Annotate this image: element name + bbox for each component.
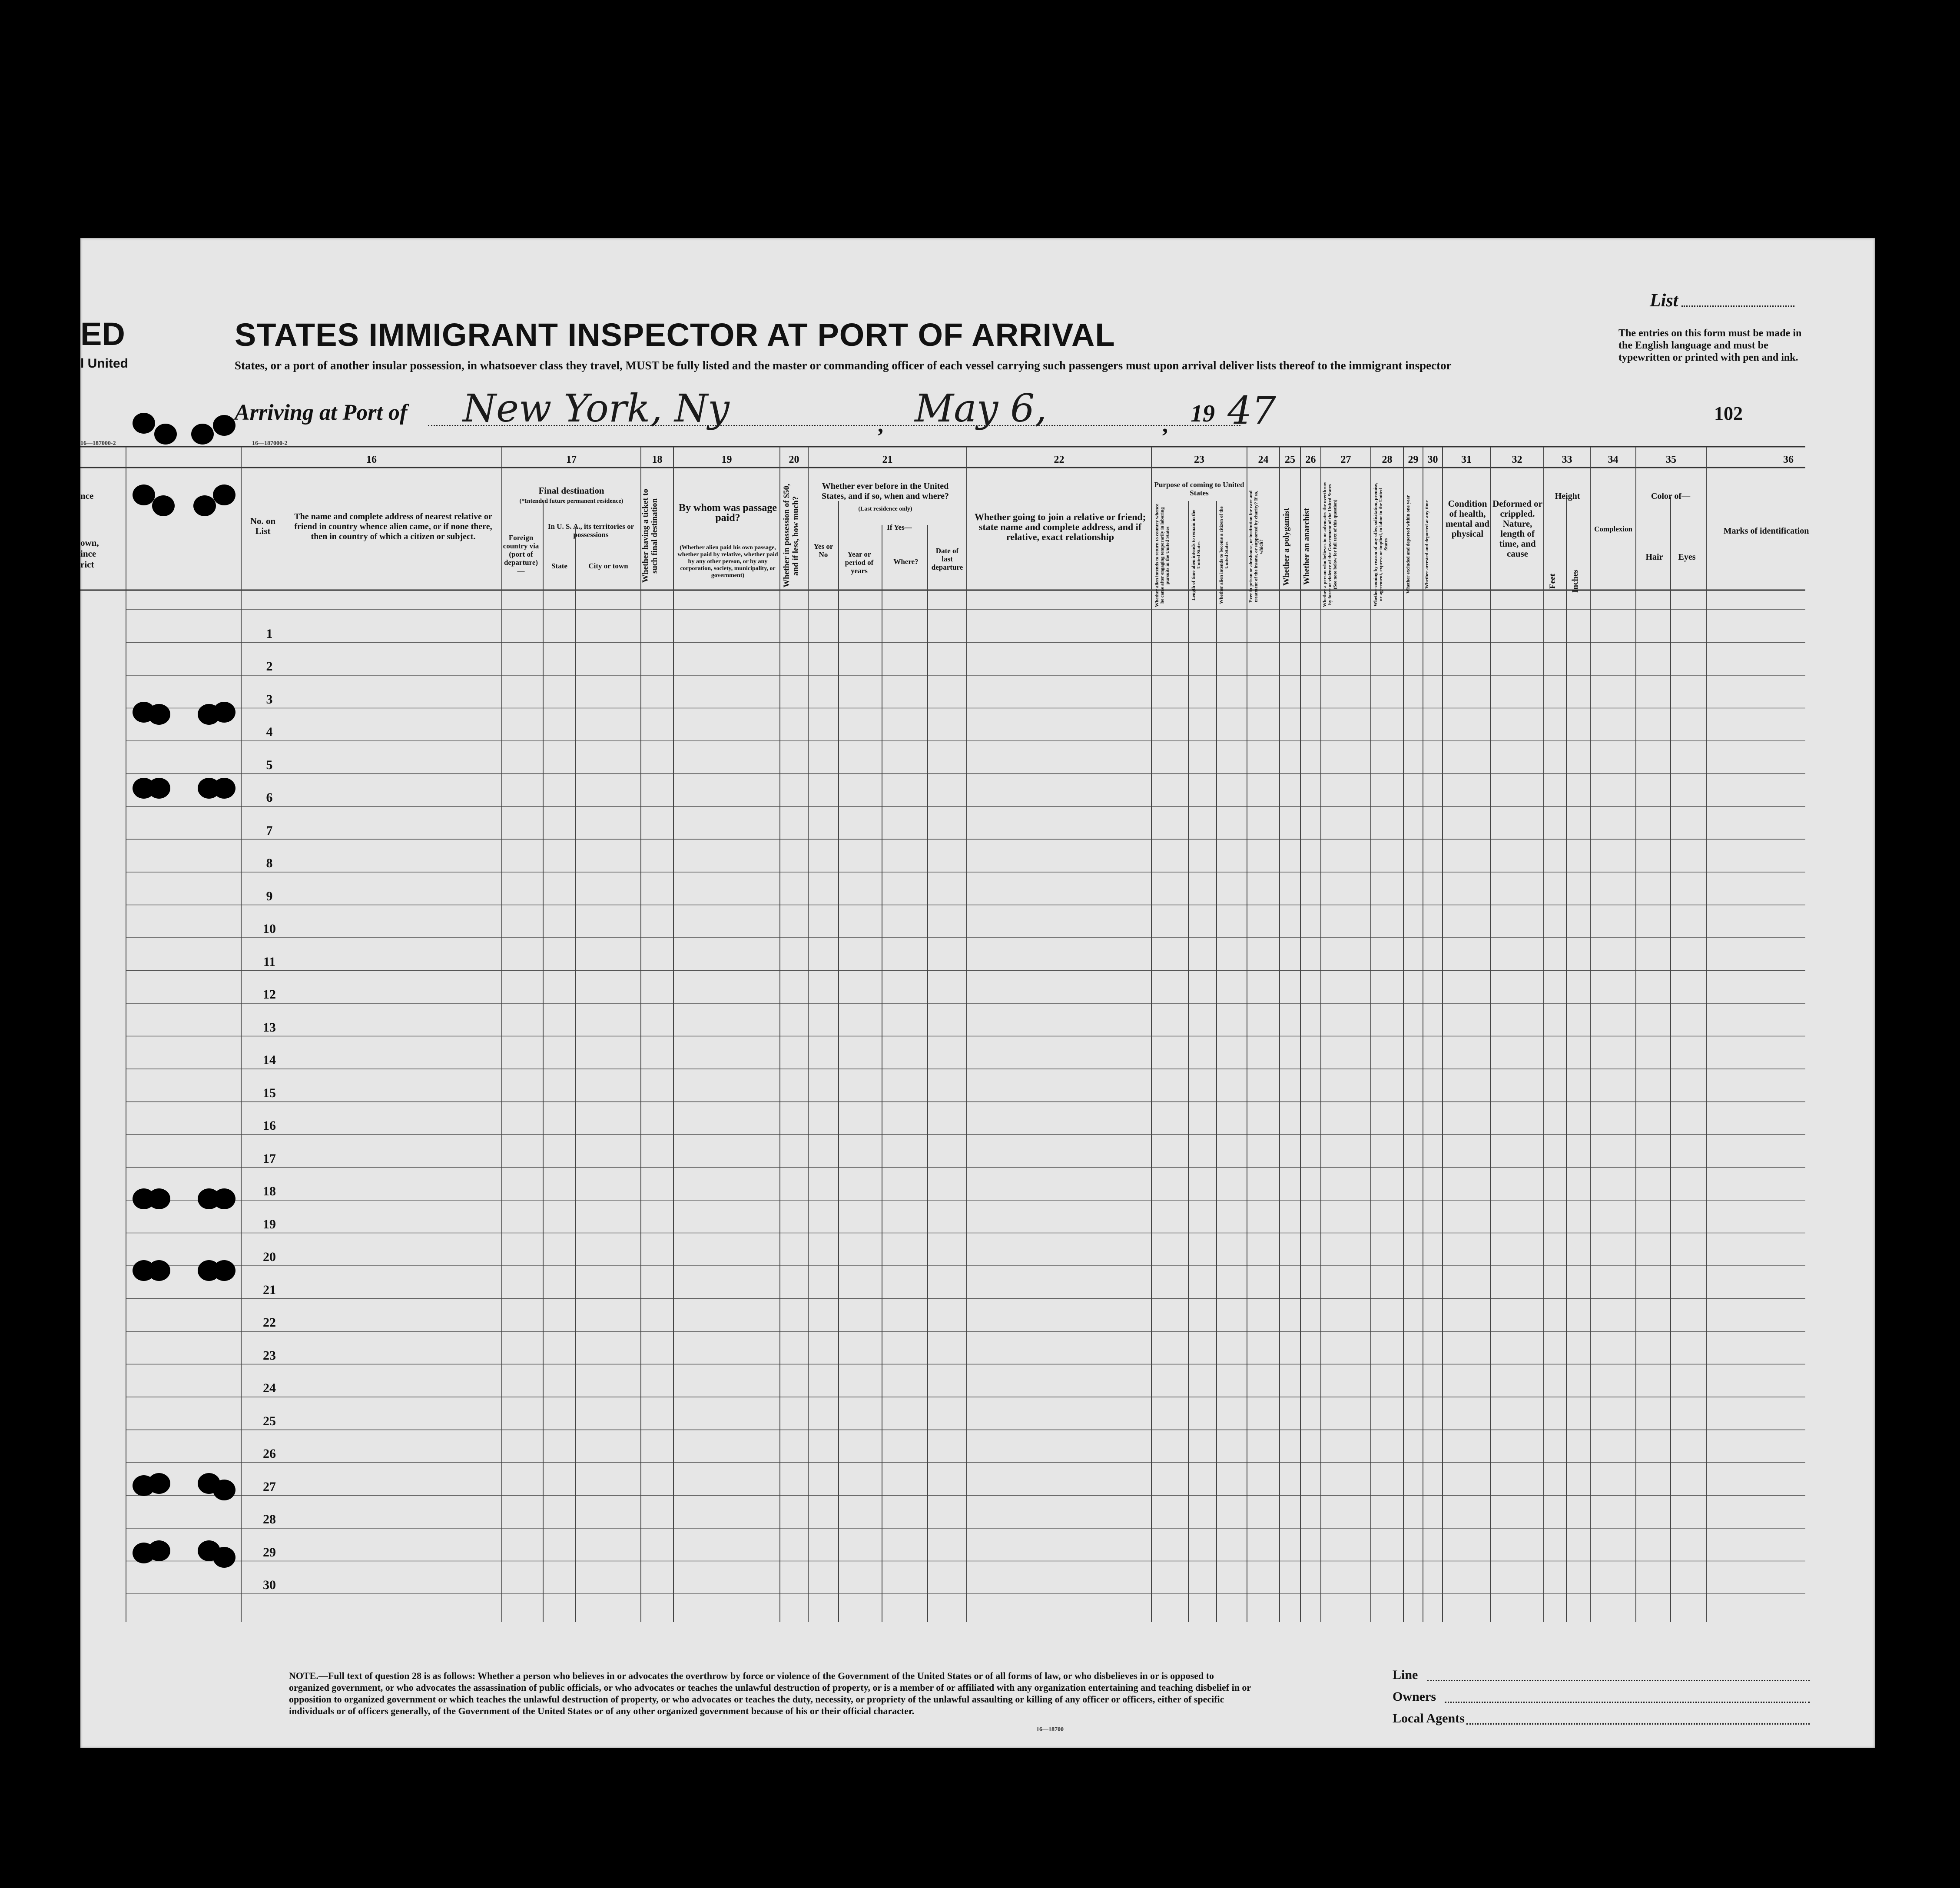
row-number: 24 <box>263 1381 276 1395</box>
col18-subheader: (*Intended future permanent residence) <box>519 498 623 504</box>
form-subtitle: States, or a port of another insular possession, in whatsoever class they travel, MUST be fully listed and the master or commanding officer of each vessel carrying such passengers must upon arrival deliver lists thereof to the immigrant inspector <box>235 359 1452 372</box>
arriving-label: Arriving at Port of <box>235 400 408 425</box>
punch-hole <box>213 1188 235 1209</box>
col24-header: Purpose of coming to United States <box>1154 481 1244 497</box>
col31-header: Whether arrested and deported at any time <box>1424 500 1429 589</box>
row-number: 12 <box>263 987 276 1002</box>
row-number: 21 <box>263 1282 276 1297</box>
col30-header: Whether excluded and deported within one year <box>1406 495 1411 594</box>
left-fragment-rict: rict <box>80 559 94 570</box>
question-28-note: NOTE.—Full text of question 28 is as follows: Whether a person who believes in or advocates the overthrow by force or violence of the Government of the United States or of all forms of law, or who disbelieves in or is opposed to organized government, or who advocates the assassination of public officials, or who advocates or teaches the unlawful destruction of property, or is a member of or affiliated with any organization entertaining and teaching disbelief in or opposition to organized government or which teaches the unlawful destruction of property, or who advocates or teaches the duty, necessity, or propriety of the unlawful assaulting or killing of any officer or officers, either of specific individuals or of officers generally, of the Government of the United States or of any other organized government because of his or their official character. <box>289 1670 1251 1716</box>
punch-hole <box>213 778 235 799</box>
column-number: 35 <box>1666 454 1676 465</box>
punch-hole <box>213 1547 235 1568</box>
col34-feet: Feet <box>1548 574 1557 589</box>
row-number: 30 <box>263 1578 276 1592</box>
row-number: 15 <box>263 1085 276 1100</box>
column-number: 28 <box>1382 454 1393 465</box>
row-number: 2 <box>266 659 273 674</box>
row-number: 13 <box>263 1020 276 1035</box>
row-number: 10 <box>263 922 276 936</box>
row-lines <box>126 610 1805 1594</box>
left-fragment-ince: ince <box>80 548 96 559</box>
col22-period: Year or period of years <box>845 550 874 575</box>
col17-header: The name and complete address of nearest relative or friend in country whence alien came, or if none there, then in country of which a citizen or subject. <box>294 512 492 541</box>
row-number: 1 <box>266 626 273 641</box>
left-fragment-subtitle: l United <box>80 356 128 371</box>
left-fragment-title: ED <box>80 316 125 352</box>
col24-part-a: Whether alien intends to return to country whence he came after engaging temporarily in laboring pursuits in the United States <box>1154 504 1170 607</box>
col28-header: Whether a person who believes in or advocates the overthrow by force or violence of the Government of the United States (See note below for full text of this question) <box>1322 481 1338 607</box>
row-number: 29 <box>263 1545 276 1560</box>
col36-eyes: Eyes <box>1678 552 1696 562</box>
row-number: 9 <box>266 889 273 903</box>
punch-hole <box>193 495 216 516</box>
col27-header: Whether an anarchist <box>1302 508 1311 585</box>
col35-header: Complexion <box>1594 525 1632 533</box>
handwritten-year: 47 <box>1227 388 1276 433</box>
form-code-bottom: 16—18700 <box>1036 1726 1064 1733</box>
row-number: 8 <box>266 856 273 870</box>
row-number: 25 <box>263 1414 276 1428</box>
punch-hole <box>213 1260 235 1281</box>
punch-hole <box>213 415 235 436</box>
row-number: 22 <box>263 1315 276 1330</box>
col22-last-departure: Date of last departure <box>931 547 963 571</box>
col22-header: Whether ever before in the United States, and if so, when and where? <box>822 481 949 501</box>
col22-ifyes: If Yes— <box>887 523 912 531</box>
manifest-grid <box>80 436 1805 1622</box>
col32-header: Condition of health, mental and physical <box>1446 498 1489 539</box>
punch-hole <box>133 484 155 505</box>
col33-header: Deformed or crippled. Nature, length of time, and cause <box>1492 498 1542 559</box>
handwritten-date: May 6, <box>915 386 1047 431</box>
list-label: List <box>1650 291 1678 311</box>
row-number: 19 <box>263 1217 276 1231</box>
year-prefix: 19 <box>1191 400 1215 427</box>
punch-hole <box>152 495 175 516</box>
row-number: 3 <box>266 692 273 707</box>
row-number: 6 <box>266 790 273 805</box>
column-number: 31 <box>1461 454 1472 465</box>
column-number: 23 <box>1194 454 1204 465</box>
col34-inches: Inches <box>1571 570 1580 593</box>
col22-subheader: (Last residence only) <box>858 506 912 512</box>
footer-agents-label: Local Agents <box>1393 1711 1465 1725</box>
column-number: 25 <box>1285 454 1295 465</box>
col20-subheader: (Whether alien paid his own passage, whether paid by relative, whether paid by any other person, or by any corporation, society, municipality, or government) <box>677 544 778 579</box>
punch-hole <box>148 1540 170 1561</box>
punch-hole <box>148 778 170 799</box>
form-title: STATES IMMIGRANT INSPECTOR AT PORT OF ARRIVAL <box>235 317 1115 353</box>
column-number: 16 <box>366 454 377 465</box>
column-number: 24 <box>1258 454 1269 465</box>
col29-header: Whether coming by reason of any offer, solicitation, promise, or agreement, express or implied, to labor in the United States <box>1373 482 1389 607</box>
column-numbers <box>366 454 1794 465</box>
col23-header: Whether going to join a relative or friend; state name and complete address, and if relative, exact relationship <box>974 511 1146 542</box>
column-number: 17 <box>566 454 577 465</box>
punch-hole <box>213 484 235 505</box>
footer-line-field <box>1427 1680 1810 1681</box>
punch-hole <box>213 702 235 723</box>
column-number: 36 <box>1783 454 1794 465</box>
col22-where: Where? <box>893 557 919 566</box>
punch-hole <box>148 1473 170 1494</box>
row-number: 5 <box>266 757 273 772</box>
column-number: 27 <box>1340 454 1351 465</box>
col18-header: Final destination <box>538 485 604 496</box>
entries-instruction: The entries on this form must be made in the English language and must be typewritten or printed with pen and ink. <box>1618 328 1802 363</box>
punch-hole <box>148 704 170 725</box>
manifest-sheet <box>80 238 1875 1748</box>
col34-header: Height <box>1555 491 1580 501</box>
column-number: 34 <box>1608 454 1618 465</box>
row-number: 11 <box>263 954 276 969</box>
list-number-line <box>1681 305 1794 307</box>
comma-separator-2: , <box>1162 412 1168 437</box>
column-number: 32 <box>1512 454 1522 465</box>
comma-separator: , <box>878 412 883 437</box>
punch-hole <box>213 1480 235 1500</box>
col18-city: City or town <box>588 562 628 570</box>
col37-header: Marks of identification <box>1723 526 1809 536</box>
col24-part-b: Length of time alien intends to remain in the United States <box>1191 510 1201 601</box>
page-number: 102 <box>1714 403 1743 424</box>
row-number: 4 <box>266 725 273 739</box>
col22-yesno: Yes or No <box>813 542 833 559</box>
column-number: 26 <box>1305 454 1316 465</box>
row-number: 27 <box>263 1479 276 1494</box>
col16-header: No. on List <box>250 516 276 536</box>
row-number: 14 <box>263 1053 276 1067</box>
column-number: 30 <box>1427 454 1438 465</box>
footer-agents-field <box>1466 1723 1810 1725</box>
col24-part-c: Whether alien intends to become a citizen of the United States <box>1219 506 1229 604</box>
col18-usa: In U. S. A., its territories or possessions <box>547 522 634 539</box>
col36-header: Color of— <box>1651 491 1691 501</box>
column-number: 22 <box>1054 454 1065 465</box>
col18-foreign: Foreign country via (port of departure)— <box>503 534 539 575</box>
column-lines <box>126 447 1805 1622</box>
punch-hole <box>154 424 177 445</box>
row-number: 17 <box>263 1151 276 1166</box>
row-number: 23 <box>263 1348 276 1363</box>
form-code-left: 16—187000-2 <box>80 440 116 447</box>
punch-hole <box>148 1188 170 1209</box>
col20-header: By whom was passage paid? <box>678 502 777 524</box>
row-number: 28 <box>263 1512 276 1526</box>
punch-hole <box>133 413 155 434</box>
footer-owners-field <box>1445 1702 1810 1703</box>
col18-state: State <box>551 562 567 570</box>
row-number: 16 <box>263 1118 276 1133</box>
col26-header: Whether a polygamist <box>1282 508 1291 586</box>
col21-header: Whether in possession of $50, and if less, how much? <box>782 484 800 588</box>
column-number: 33 <box>1562 454 1572 465</box>
row-number: 18 <box>263 1184 276 1198</box>
left-fragment-nce: nce <box>80 491 94 501</box>
footer-owners-label: Owners <box>1393 1689 1436 1704</box>
column-number: 19 <box>721 454 732 465</box>
punch-hole <box>191 424 214 445</box>
row-number: 20 <box>263 1250 276 1264</box>
form-code-mid: 16—187000-2 <box>252 440 288 447</box>
handwritten-port: New York, Ny <box>463 386 730 431</box>
left-fragment-own: own, <box>80 538 99 548</box>
row-number: 7 <box>266 823 273 838</box>
column-number: 29 <box>1408 454 1419 465</box>
column-number: 20 <box>789 454 799 465</box>
punch-hole <box>148 1260 170 1281</box>
col19-header: Whether having a ticket to such final destination <box>641 488 659 583</box>
row-number: 26 <box>263 1447 276 1461</box>
col36-hair: Hair <box>1645 552 1663 562</box>
footer-line-label: Line <box>1393 1668 1418 1682</box>
column-number: 21 <box>882 454 893 465</box>
column-number: 18 <box>652 454 663 465</box>
col25-header: Ever in prison or almshouse, or institution for care and treatment of the insane, or supported by charity? If so, which? <box>1248 490 1264 603</box>
